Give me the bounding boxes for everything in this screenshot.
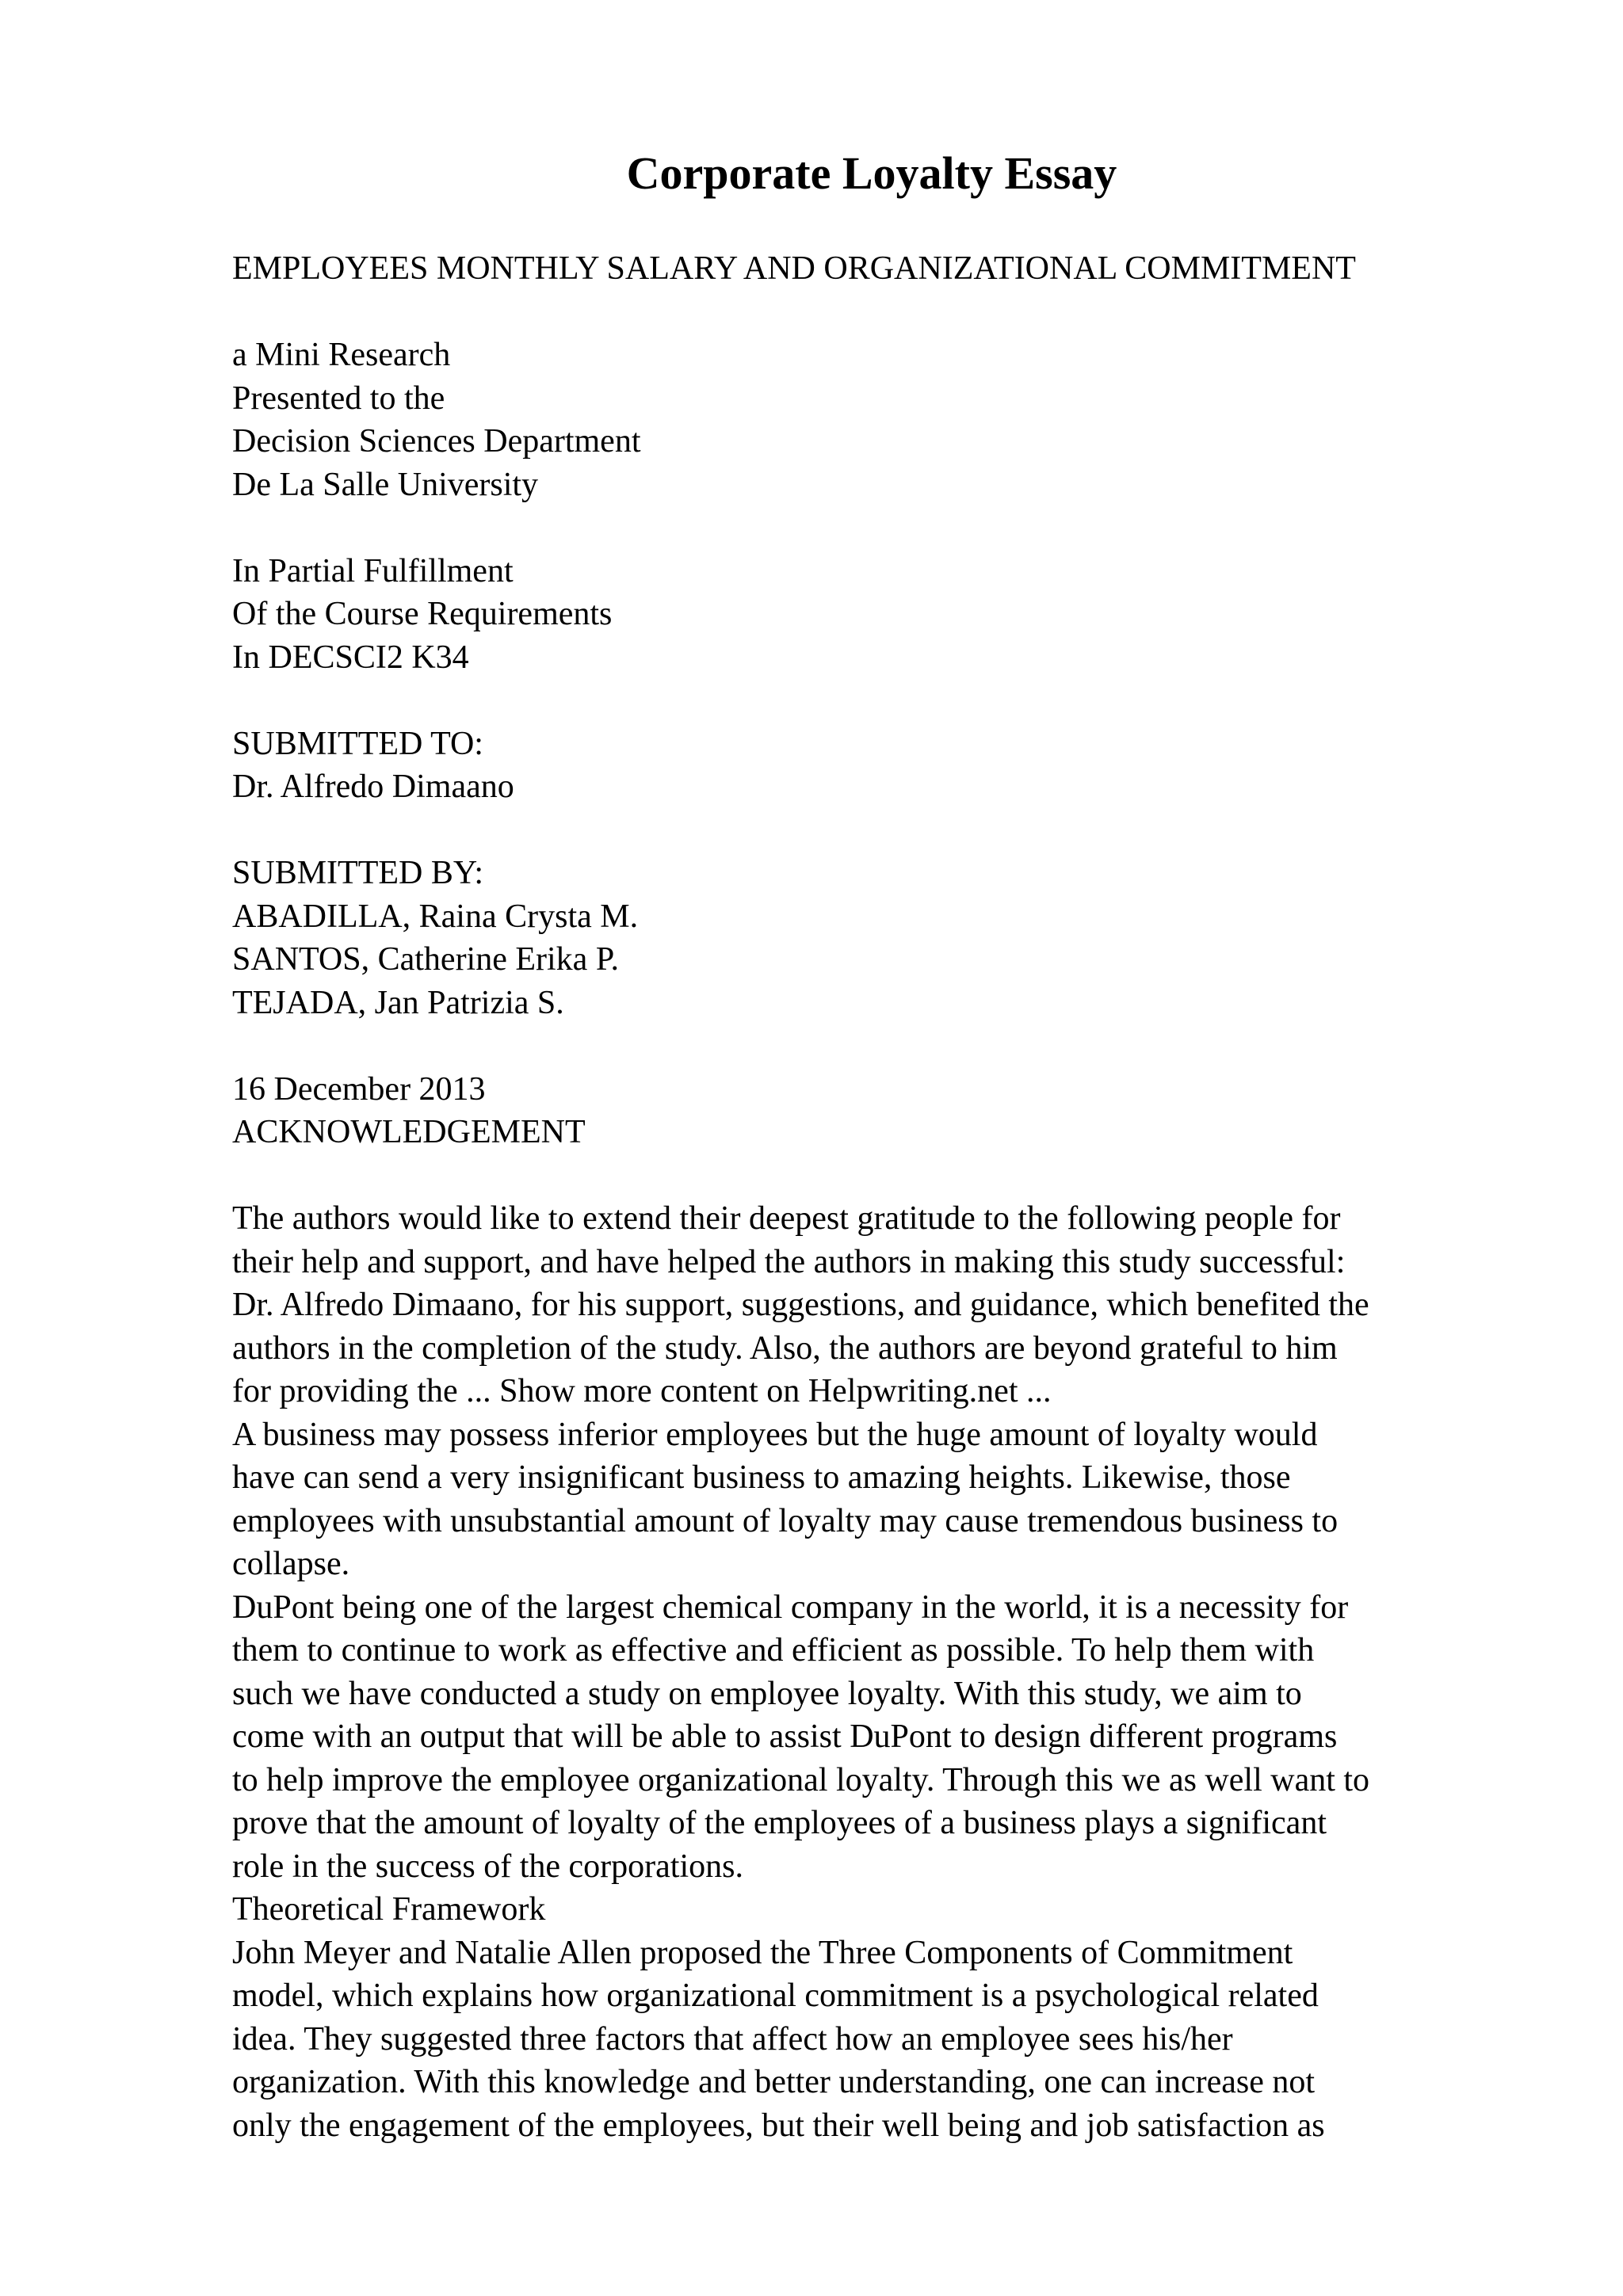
document-body [232, 247, 1595, 2147]
paragraph-line: come with an output that will be able to assist DuPont to design different programs [232, 1718, 1338, 1755]
fulfillment-line: Of the Course Requirements [232, 596, 613, 632]
paragraph-line: prove that the amount of loyalty of the employees of a business plays a significant [232, 1805, 1327, 1841]
paragraph-line: idea. They suggested three factors that affect how an employee sees his/her [232, 2020, 1233, 2058]
spacer [232, 1154, 1595, 1198]
dupont-paragraph [232, 1586, 1595, 1889]
author-name: SANTOS, Catherine Erika P. [232, 941, 620, 978]
presentation-line: Presented to the [232, 379, 445, 417]
paragraph-line: such we have conducted a study on employee loyalty. With this study, we aim to [232, 1675, 1302, 1712]
presentation-block [232, 334, 1595, 506]
paragraph-line: DuPont being one of the largest chemical company in the world, it is a necessity for [232, 1589, 1349, 1626]
submitted-by-heading: SUBMITTED BY: [232, 855, 483, 891]
business-paragraph [232, 1413, 1595, 1586]
paragraph-line: them to continue to work as effective and efficient as possible. To help them with [232, 1632, 1315, 1669]
spacer [232, 291, 1595, 334]
presentation-line: a Mini Research [232, 337, 451, 373]
paragraph-line: organization. With this knowledge and better understanding, one can increase not [232, 2064, 1316, 2100]
submitted-to-block [232, 723, 1595, 809]
paragraph-line: employees with unsubstantial amount of loyalty may cause tremendous business to [232, 1502, 1338, 1539]
paragraph-line: The authors would like to extend their deepest gratitude to the following people for [232, 1200, 1341, 1237]
paragraph-line: collapse. [232, 1546, 350, 1582]
paragraph-line: have can send a very insignificant business to amazing heights. Likewise, those [232, 1459, 1291, 1496]
paragraph-line: authors in the completion of the study. Also, the authors are beyond grateful to him [232, 1329, 1338, 1367]
acknowledgement-paragraph [232, 1197, 1595, 1413]
paragraph-line: model, which explains how organizational commitment is a psychological related [232, 1978, 1319, 2014]
acknowledgement-heading: ACKNOWLEDGEMENT [232, 1114, 586, 1150]
submitted-to-heading: SUBMITTED TO: [232, 725, 483, 762]
framework-paragraph [232, 1932, 1595, 2148]
author-name: TEJADA, Jan Patrizia S. [232, 984, 564, 1021]
research-title: EMPLOYEES MONTHLY SALARY AND ORGANIZATIONAL COMMITMENT [232, 250, 1356, 287]
paragraph-line: their help and support, and have helped the authors in making this study successful: [232, 1243, 1346, 1280]
fulfillment-line: In Partial Fulfillment [232, 552, 514, 589]
paragraph-line: for providing the ... Show more content on Helpwriting.net ... [232, 1373, 1052, 1409]
paragraph-line: Dr. Alfredo Dimaano, for his support, suggestions, and guidance, which benefited the [232, 1287, 1369, 1323]
spacer [232, 809, 1595, 852]
author-name: ABADILLA, Raina Crysta M. [232, 898, 639, 935]
fulfillment-line: In DECSCI2 K34 [232, 639, 469, 676]
paragraph-line: John Meyer and Natalie Allen proposed the Three Components of Commitment [232, 1934, 1293, 1971]
framework-heading: Theoretical Framework [232, 1891, 546, 1928]
paragraph-line: to help improve the employee organizational loyalty. Through this we as well want to [232, 1761, 1370, 1798]
submitted-to-name: Dr. Alfredo Dimaano [232, 769, 514, 805]
paragraph-line: only the engagement of the employees, but their well being and job satisfaction as [232, 2107, 1325, 2144]
presentation-line: Decision Sciences Department [232, 423, 641, 460]
spacer [232, 506, 1595, 550]
document-title: Corporate Loyalty Essay [626, 147, 1117, 199]
presentation-line: De La Salle University [232, 466, 539, 503]
submission-date: 16 December 2013 [232, 1070, 486, 1108]
spacer [232, 679, 1595, 723]
fulfillment-block [232, 550, 1595, 680]
submitted-by-block [232, 852, 1595, 1024]
paragraph-line: A business may possess inferior employees but the huge amount of loyalty would [232, 1416, 1318, 1453]
spacer [232, 1024, 1595, 1068]
paragraph-line: role in the success of the corporations. [232, 1848, 743, 1885]
